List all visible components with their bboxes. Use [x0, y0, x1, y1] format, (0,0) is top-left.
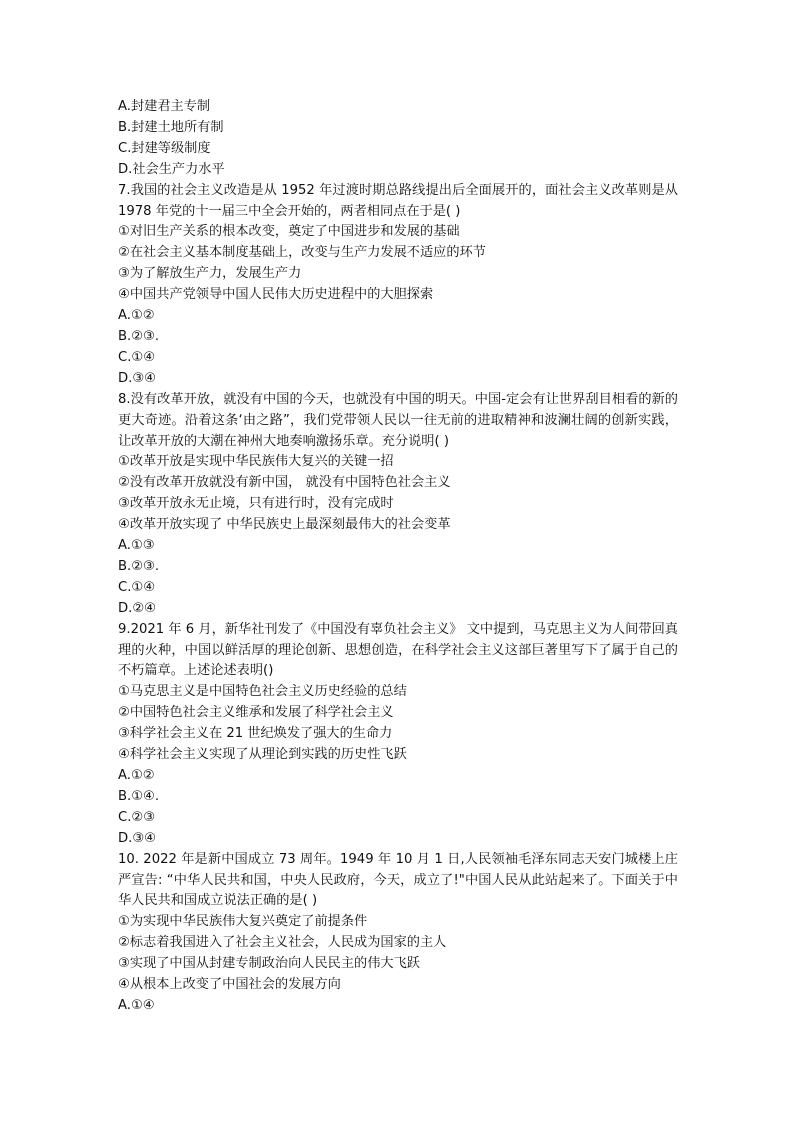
option-a: A.①②	[118, 308, 155, 324]
option-b: B.②③.	[118, 328, 160, 344]
statement-2: ②中国特色社会主义维承和发展了科学社会主义	[118, 705, 394, 721]
question-9	[118, 620, 678, 850]
statement-4: ④改革开放实现了 中华民族史上最深刻最伟大的社会变革	[118, 517, 451, 533]
statement-1: ①对旧生产关系的根本改变，奠定了中国进步和发展的基础	[118, 224, 460, 240]
statement-2: ②在社会主义基本制度基础上，改变与生产力发展不适应的环节	[118, 245, 486, 261]
question-stem: 10. 2022 年是新中国成立 73 周年。1949 年 10 月 1 日,人民领袖毛泽东同志天安门城楼上庄严宣告: “中华人民共和国，中央人民政府，今天，成立了!"中国人民从此站起来了。下面关于中华人民共和国成立说法正确的是( )	[118, 851, 678, 909]
option-b: B.封建土地所有制	[118, 119, 224, 135]
statement-3: ③为了解放生产力，发展生产力	[118, 266, 302, 282]
document-page	[118, 97, 678, 1017]
option-b: B.①④.	[118, 788, 160, 804]
statement-2: ②标志着我国进入了社会主义社会，人民成为国家的主人	[118, 935, 447, 951]
question-6-options	[118, 97, 678, 181]
statement-3: ③改革开放永无止境，只有进行时，没有完成时	[118, 496, 394, 512]
statement-4: ④从根本上改变了中国社会的发展方向	[118, 977, 341, 993]
option-b: B.②③.	[118, 558, 160, 574]
option-a: A.①②	[118, 768, 155, 783]
statement-4: ④中国共产党领导中国人民伟大历史进程中的大胆探索	[118, 287, 434, 303]
question-stem: 9.2021 年 6 月，新华社刊发了《中国没有辜负社会主义》 文中提到，马克思主义为人间带回真理的火种，中国以鲜活厚的理论创新、思想创造，在科学社会主义这部巨著里写下了属于自己的不朽篇章。上述论述表明()	[118, 621, 678, 679]
option-c: C.①④	[118, 579, 156, 595]
question-8	[118, 390, 678, 620]
option-d: D.③④	[118, 830, 156, 846]
option-c: C.①④	[118, 349, 156, 365]
option-c: C.封建等级制度	[118, 140, 211, 156]
statement-1: ①马克思主义是中国特色社会主义历史经验的总结	[118, 684, 407, 700]
statement-3: ③科学社会主义在 21 世纪焕发了强大的生命力	[118, 726, 393, 742]
question-stem: 7.我国的社会主义改造是从 1952 年过渡时期总路线提出后全面展开的，面社会主义改革则是从 1978 年党的十一届三中全会开始的，两者相同点在于是( )	[118, 182, 678, 219]
question-7	[118, 181, 678, 390]
option-c: C.②③	[118, 809, 156, 825]
option-a: A.①③	[118, 538, 155, 554]
option-d: D.③④	[118, 370, 156, 386]
option-d: D.社会生产力水平	[118, 161, 225, 177]
statement-1: ①为实现中华民族伟大复兴奠定了前提条件	[118, 914, 368, 930]
statement-2: ②没有改革开放就没有新中国， 就没有中国特色社会主义	[118, 475, 451, 491]
statement-3: ③实现了中国从封建专制政治向人民民主的伟大飞跃	[118, 956, 420, 972]
statement-1: ①改革开放是实现中华民族伟大复兴的关键一招	[118, 454, 394, 470]
option-a: A.①④	[118, 997, 155, 1013]
statement-4: ④科学社会主义实现了从理论到实践的历史性飞跃	[118, 747, 407, 763]
option-d: D.②④	[118, 600, 156, 616]
option-a: A.封建君主专制	[118, 99, 211, 114]
question-10	[118, 850, 678, 1017]
question-stem: 8.没有改革开放，就没有中国的今天，也就没有中国的明天。中国-定会有让世界刮目相看的新的更大奇迹。沿着这条‘由之路”，我们党带领人民以一往无前的进取精神和波澜壮阔的创新实践，让改革开放的大潮在神州大地奏响激扬乐章。充分说明( )	[118, 391, 678, 449]
